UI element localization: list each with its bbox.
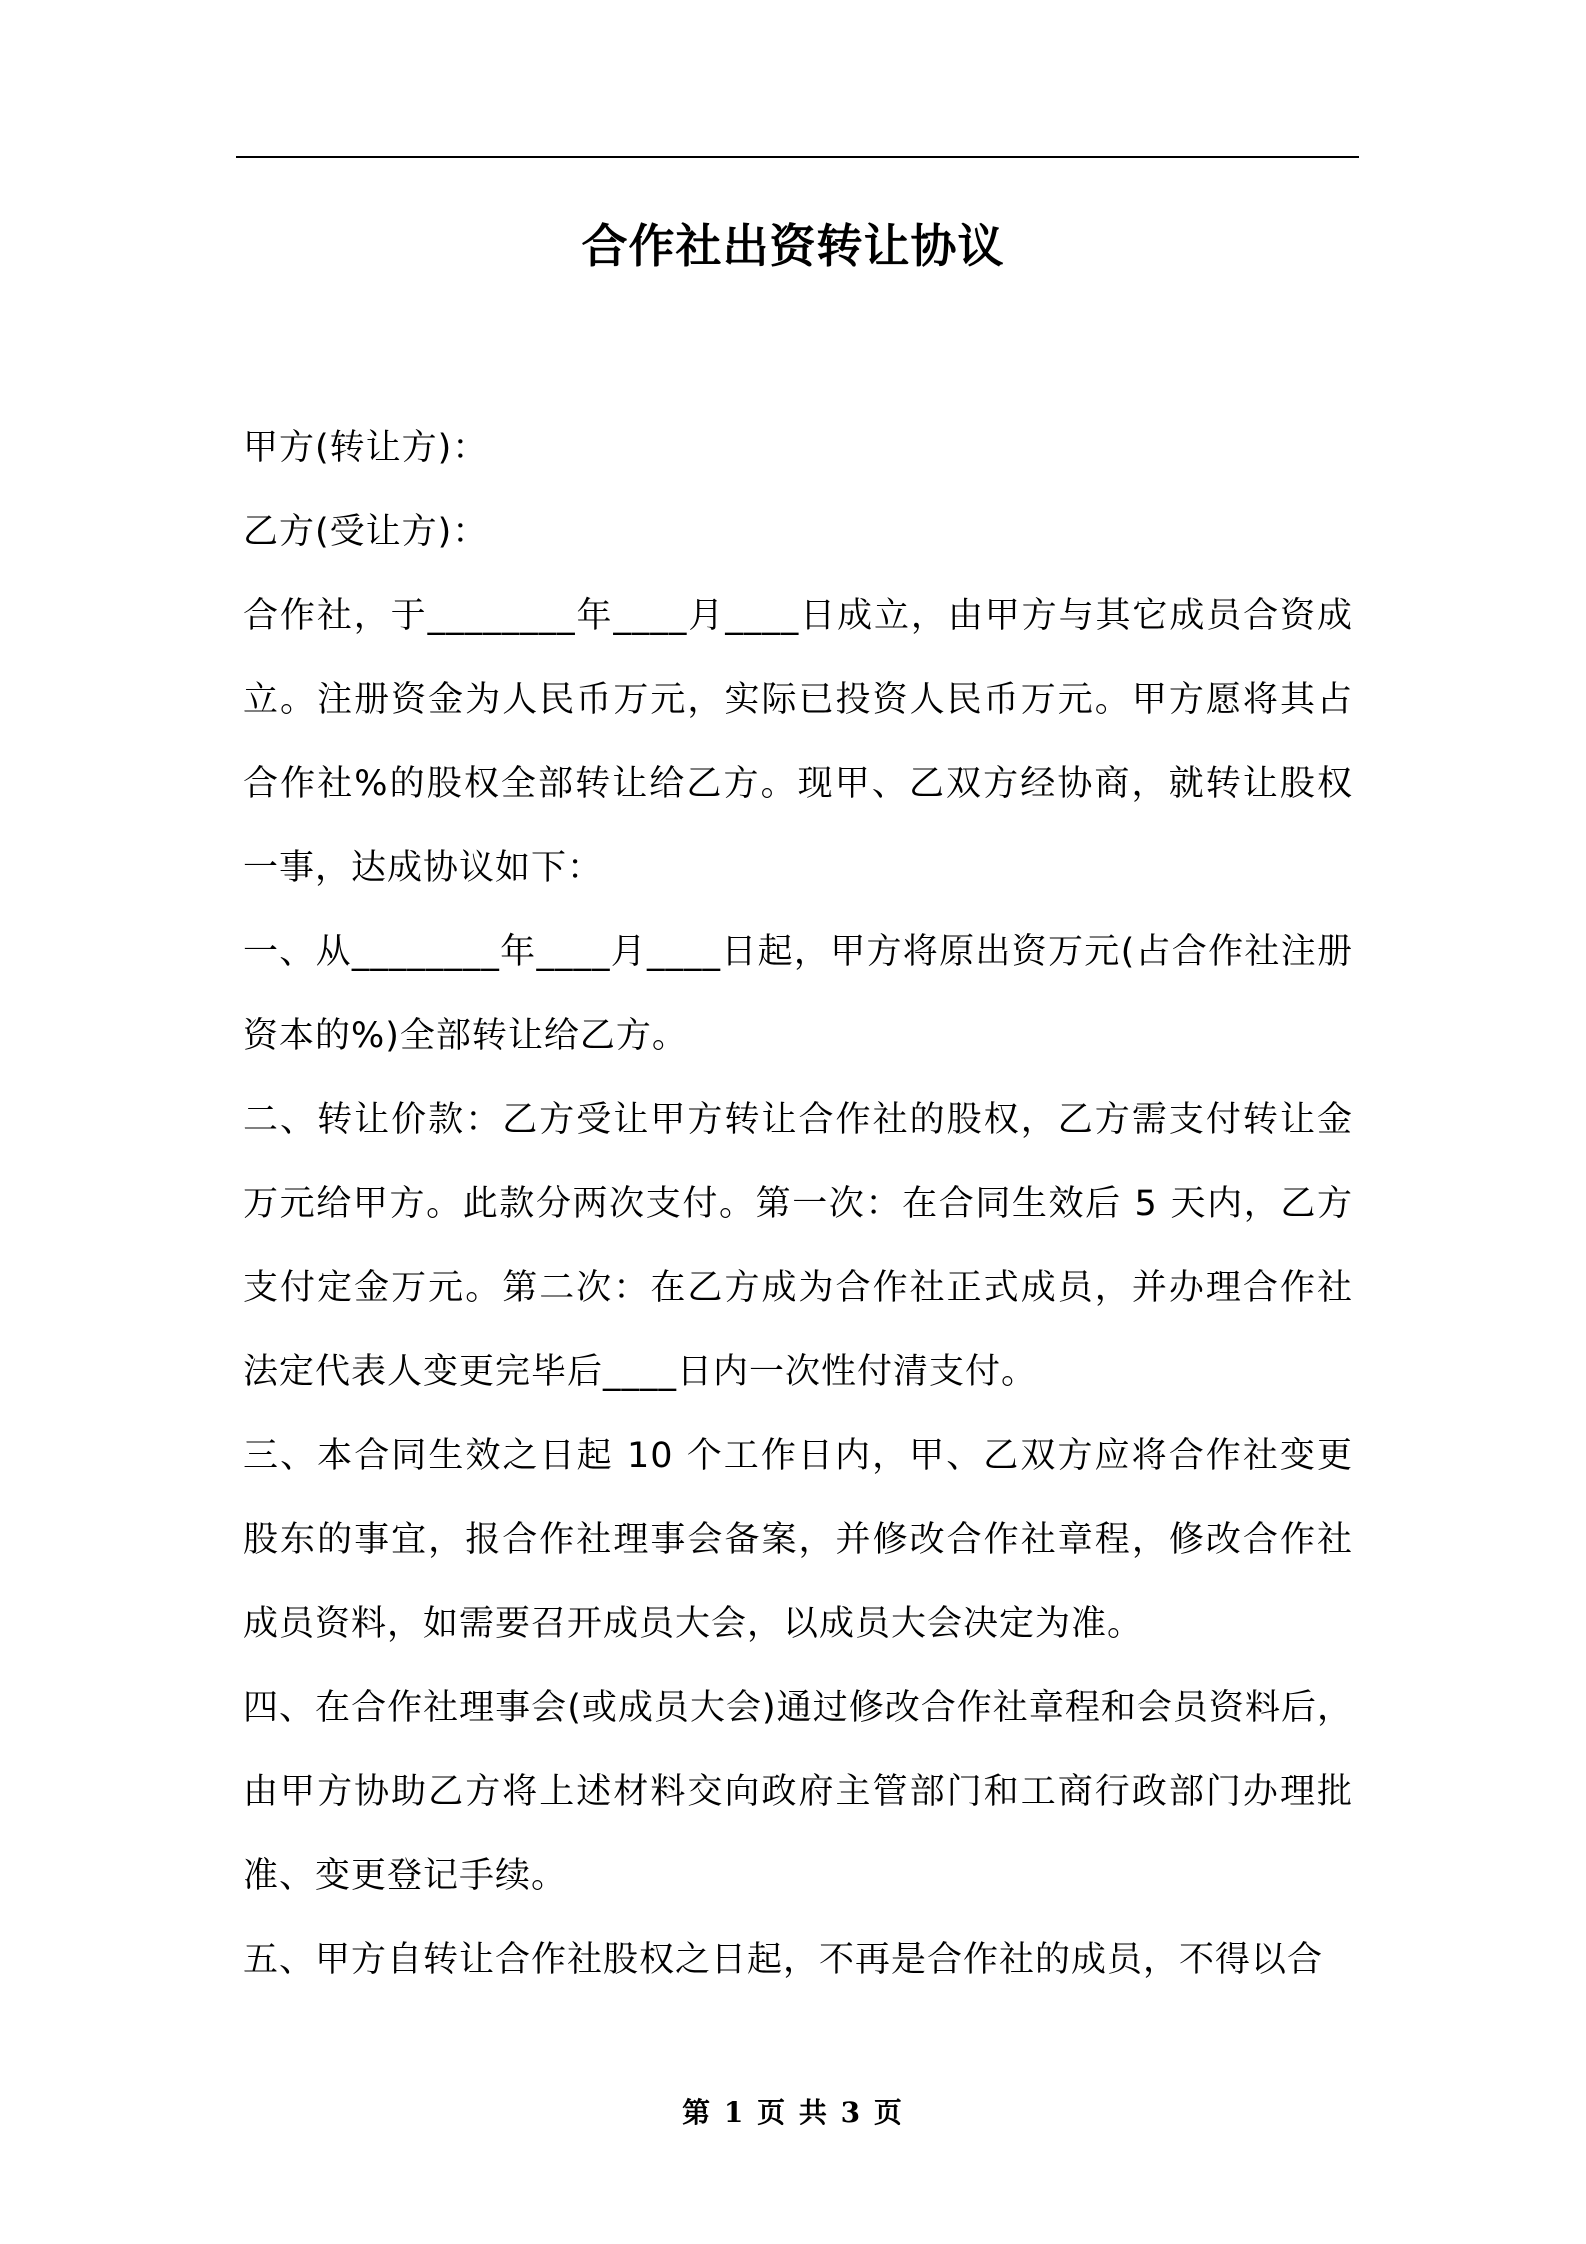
document-title: 合作社出资转让协议 [581,219,1005,273]
header-rule [236,156,1359,158]
clause-2: 二、转让价款：乙方受让甲方转让合作社的股权，乙方需支付转让金万元给甲方。此款分两次支付。第一次：在合同生效后 5 天内，乙方支付定金万元。第二次：在乙方成为合作社正式成员，并办理合作社法定代表人变更完毕后____日内一次性付清支付。 [243,1100,1353,1392]
document-body [243,406,1353,2002]
clause-1: 一、从________年____月____日起，甲方将原出资万元(占合作社注册资本的%)全部转让给乙方。 [243,932,1353,1056]
clause-3: 三、本合同生效之日起 10 个工作日内，甲、乙双方应将合作社变更股东的事宜，报合作社理事会备案，并修改合作社章程，修改合作社成员资料，如需要召开成员大会，以成员大会决定为准。 [243,1436,1353,1644]
page-number-footer: 第 1 页 共 3 页 [682,2096,904,2129]
party-a-line: 甲方(转让方)： [243,428,489,468]
preamble-paragraph: 合作社，于________年____月____日成立，由甲方与其它成员合资成立。注册资金为人民币万元，实际已投资人民币万元。甲方愿将其占合作社%的股权全部转让给乙方。现甲、乙双方经协商，就转让股权一事，达成协议如下： [243,596,1353,888]
clause-4: 四、在合作社理事会(或成员大会)通过修改合作社章程和会员资料后，由甲方协助乙方将上述材料交向政府主管部门和工商行政部门办理批准、变更登记手续。 [243,1688,1353,1896]
party-b-line: 乙方(受让方)： [243,512,489,552]
clause-5: 五、甲方自转让合作社股权之日起，不再是合作社的成员，不得以合 [243,1940,1324,1980]
